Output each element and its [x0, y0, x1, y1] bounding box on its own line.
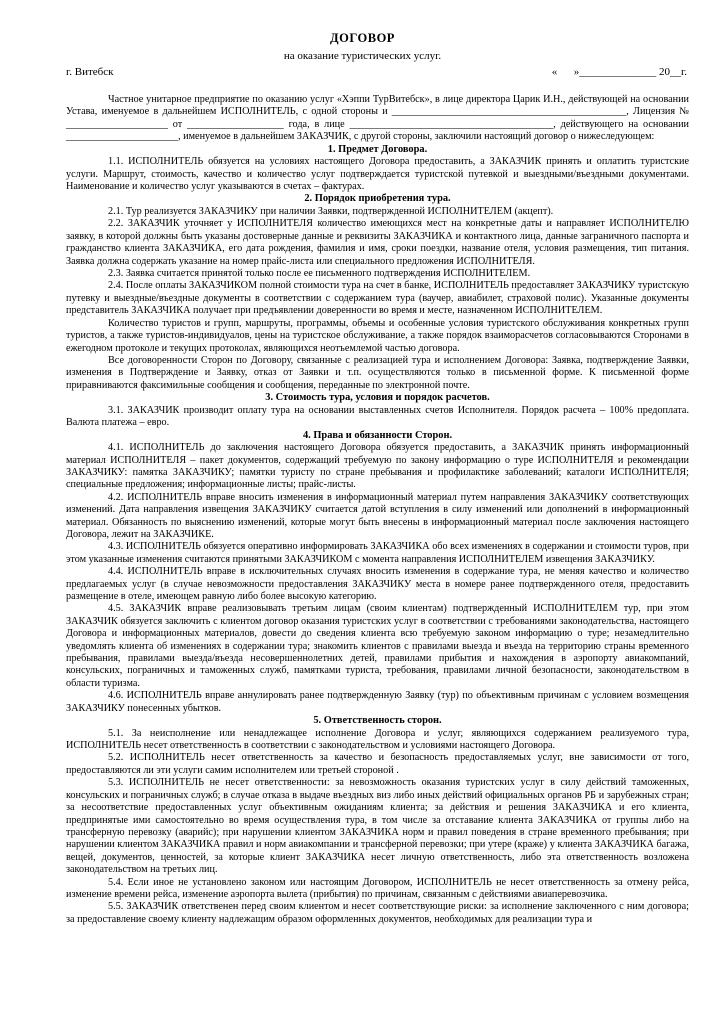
contract-city: г. Витебск: [66, 66, 114, 78]
section-paragraph: 1.1. ИСПОЛНИТЕЛЬ обязуется на условиях настоящего Договора предоставить, а ЗАКАЗЧИК принять и оплатить туристские услуги. Маршрут, стоимость, качество и количество услуг подтверждается туристской путевкой и выездными/въездными документами. Наименование и количество услуг указываются в счетах – фактурах.: [66, 156, 689, 193]
section-heading: 5. Ответственность сторон.: [313, 715, 442, 727]
section-paragraph: 2.2. ЗАКАЗЧИК уточняет у ИСПОЛНИТЕЛЯ количество имеющихся мест на конкретные даты и направляет ИСПОЛНИТЕЛЮ заявку, в которой должны быть указаны достоверные данные и реквизиты ЗАКАЗЧИКА и контактного лица, данные заграничного паспорта и гражданство клиента ЗАКАЗЧИКА, его дата рождения, фамилия и имя, сроки поездки, название отеля, условия размещения, тип питания. Заявка должна содержать указание на номер прайс-листа или специального предложения ИСПОЛНИТЕЛЯ.: [66, 218, 689, 267]
section-paragraph: 5.5. ЗАКАЗЧИК ответственен перед своим клиентом и несет соответствующие риски: за исполнение заключенного с ним договора; за предоставление своему клиенту надлежащим образом оформленных документов, необходимых для реализации тура и: [66, 901, 689, 925]
section-paragraph: 2.1. Тур реализуется ЗАКАЗЧИКУ при наличии Заявки, подтвержденной ИСПОЛНИТЕЛЕМ (акцепт).: [108, 206, 554, 218]
section-heading: 2. Порядок приобретения тура.: [304, 193, 451, 205]
section-paragraph: 5.4. Если иное не установлено законом или настоящим Договором, ИСПОЛНИТЕЛЬ не несет ответственность за отмену рейса, изменение времени рейса, изменение аэропорта вылета (прибытия) по причинам, связанным с действиями авиаперевозчика.: [66, 876, 689, 900]
section-paragraph: 5.1. За неисполнение или ненадлежащее исполнение Договора и услуг, являющихся содержанием реализуемого тура, ИСПОЛНИТЕЛЬ несет ответственность в соответствии с законодательством и условиями настоящего Договора.: [66, 727, 689, 752]
document-title: ДОГОВОР: [330, 31, 395, 45]
section-heading: 4. Права и обязанности Сторон.: [302, 429, 453, 441]
document-subtitle: на оказание туристических услуг.: [283, 50, 442, 62]
section-paragraph: Все договоренности Сторон по Договору, связанные с реализацией тура и исполнением Договора: Заявка, подтверждение Заявки, изменения в Подтверждение и Заявку, отказ от Заявки и т.п. осуществляются только в письменной форме. К письменной форме приравниваются факсимильные сообщения и сообщения, переданные по электронной почте.: [66, 354, 689, 391]
contract-body: [66, 94, 689, 926]
section-paragraph: Количество туристов и групп, маршруты, программы, объемы и особенные условия туристского обслуживания конкретных групп туристов, а также туристов-индивидуалов, цены на туристское обслуживание, а также порядок взаиморасчетов согласовываются Сторонами в ежегодном протоколе и текущих протоколах, являющихся неотъемлемой частью договора.: [66, 317, 689, 354]
section-paragraph: 5.3. ИСПОЛНИТЕЛЬ не несет ответственности: за невозможность оказания туристских услуг в силу действий таможенных, консульских и пограничных служб; в случае отказа в выдаче въездных виз либо иных действий официальных органов РБ и зарубежных стран; за несоответствие предоставленных услуг объективным ожиданиям клиента; за действия и решения ЗАКАЗЧИКА и его клиента, предпринятые ими самостоятельно во время осуществления тура, в том числе за отставание клиента ЗАКАЗЧИКА от группы либо на трансферную перевозку (аварийс); при нарушении клиентом ЗАКАЗЧИКА норм и правил поведения в стране временного пребывания; при нарушении клиентом ЗАКАЗЧИКА правил и норм авиакомпании и трансферной перевозки; при утере (краже) у клиента ЗАКАЗЧИКА багажа, вещей, документов, ценностей, за которые клиент ЗАКАЗЧИКА несет личную ответственность, либо эта ответственность возложена законодательством на третьих лиц.: [66, 777, 689, 876]
section-paragraph: 5.2. ИСПОЛНИТЕЛЬ несет ответственность за качество и безопасность предоставляемых услуг, вне зависимости от того, предоставляются ли эти услуги самим исполнителем или третьей стороной .: [66, 752, 689, 776]
section-paragraph: 4.5. ЗАКАЗЧИК вправе реализовывать третьим лицам (своим клиентам) подтвержденный ИСПОЛНИТЕЛЕМ тур, при этом ЗАКАЗЧИК обязуется заключить с клиентом договор оказания туристских услуг в соответствии с требованиями законодательства, настоящего Договора и информационных материалов, довести до сведения клиента всю требуемую законом информацию о туре; незамедлительно уведомлять клиента об изменениях в содержании тура; знакомить клиентов с правилами выезда и въезда на территорию страны временного пребывания, правилами выезда/въезда несовершеннолетних детей, правилами прибытия и нахождения в аэропорту авиакомпаний, консульских, пограничных и таможенных служб, памятками туриста, требования, правилами личной безопасности, законодательством в области туризма.: [66, 603, 689, 689]
preamble-paragraph: Частное унитарное предприятие по оказанию услуг «Хэппи ТурВитебск», в лице директора Царик И.Н., действующей на основании Устава, именуемое в дальнейшем ИСПОЛНИТЕЛЬ, с одной стороны и ______________________________________________, Лицензия № ____________________ от ___________________ года, в лице ________________________________________, действующего на основании ______________________, именуемое в дальнейшем ЗАКАЗЧИК, с другой стороны, заключили настоящий договор о нижеследующем:: [66, 94, 689, 143]
section-paragraph: 2.4. После оплаты ЗАКАЗЧИКОМ полной стоимости тура на счет в банке, ИСПОЛНИТЕЛЬ предоставляет ЗАКАЗЧИКУ туристскую путевку и выездные/въездные документы в соответствии с содержанием тура (ваучер, авиабилет, страховой полис). Указанные документы представитель ЗАКАЗЧИКА получает при предъявлении доверенности во время и месте, назначенном ИСПОЛНИТЕЛЕМ.: [66, 280, 689, 317]
section-paragraph: 2.3. Заявка считается принятой только после ее письменного подтверждения ИСПОЛНИТЕЛЕМ.: [108, 268, 531, 280]
section-paragraph: 4.1. ИСПОЛНИТЕЛЬ до заключения настоящего Договора обязуется предоставить, а ЗАКАЗЧИК принять информационный материал ИСПОЛНИТЕЛЯ – пакет документов, содержащий требуемую по закону информацию о туре ИСПОЛНИТЕЛЯ и рекомендации ЗАКАЗЧИКУ: памятка ЗАКАЗЧИКУ; памятки туристу по стране пребывания и профилактике заболеваний; каталоги ИСПОЛНИТЕЛЯ; специальные предложения; информационные листы; прайс-листы.: [66, 442, 689, 491]
contract-date: « »______________ 20__г.: [551, 66, 687, 78]
section-paragraph: 4.2. ИСПОЛНИТЕЛЬ вправе вносить изменения в информационный материал путем направления ЗАКАЗЧИКУ соответствующих изменений. Дата направления извещения ЗАКАЗЧИКУ считается датой вступления в силу изменений или дополнений в информационный материал. Обязанность по выяснению изменений, которые могут быть внесены в информационный материал после заключения настоящего Договора, лежит на ЗАКАЗЧИКЕ.: [66, 491, 689, 540]
section-paragraph: 4.3. ИСПОЛНИТЕЛЬ обязуется оперативно информировать ЗАКАЗЧИКА обо всех изменениях в содержании и стоимости туров, при этом указанные изменения считаются принятыми ЗАКАЗЧИКОМ с момента направления ИСПОЛНИТЕЛЕМ извещения ЗАКАЗЧИКУ.: [66, 541, 689, 565]
section-paragraph: 3.1. ЗАКАЗЧИК производит оплату тура на основании выставленных счетов Исполнителя. Порядок расчета – 100% предоплата. Валюта платежа – евро.: [66, 404, 689, 429]
section-heading: 3. Стоимость тура, условия и порядок расчетов.: [265, 392, 490, 404]
section-paragraph: 4.6. ИСПОЛНИТЕЛЬ вправе аннулировать ранее подтвержденную Заявку (тур) по объективным причинам с условием возмещения ЗАКАЗЧИКУ понесенных убытков.: [66, 690, 689, 714]
section-paragraph: 4.4. ИСПОЛНИТЕЛЬ вправе в исключительных случаях вносить изменения в содержание тура, не меняя качество и количество предлагаемых услуг (в случае невозможности предоставления ЗАКАЗЧИКУ места в номере ранее подтвержденного отеля, предоставить размещение в отеле, имеющем равную либо более высокую категорию.: [66, 566, 689, 602]
section-heading: 1. Предмет Договора.: [327, 143, 428, 155]
